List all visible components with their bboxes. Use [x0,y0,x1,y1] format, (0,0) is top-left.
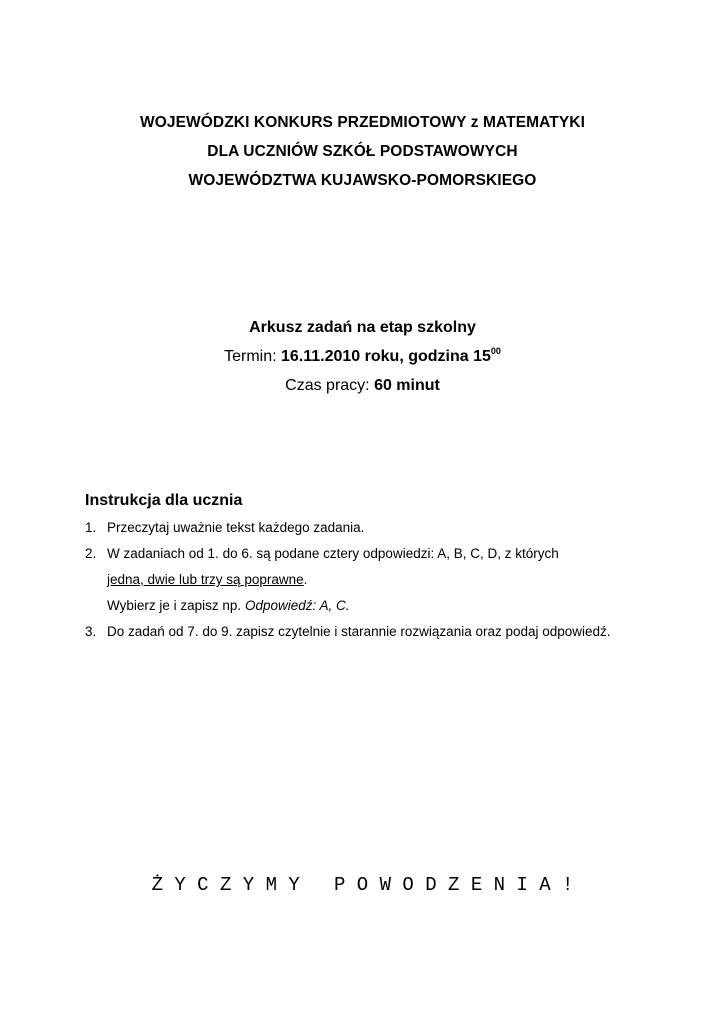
instruction-text: W zadaniach od 1. do 6. są podane cztery odpowiedzi: A, B, C, D, z których [107,546,559,561]
term-label: Termin: [224,348,281,365]
instructions-heading: Instrukcja dla ucznia [85,492,243,509]
contest-title [0,108,725,195]
instruction-item [85,619,685,645]
instruction-number: 1. [85,520,97,535]
instruction-period: . [303,572,308,587]
instruction-number: 3. [85,624,97,639]
instruction-text: Przeczytaj uważnie tekst każdego zadania. [107,520,365,535]
instruction-text: Do zadań od 7. do 9. zapisz czytelnie i starannie rozwiązania oraz podaj odpowiedź. [107,624,611,639]
instruction-continuation [85,567,685,593]
instructions [85,489,685,645]
instruction-example-italic: Odpowiedź: A, C. [244,598,350,613]
instruction-item [85,541,685,567]
closing-wish: Ż Y C Z Y M Y P O W O D Z E N I A ! [151,874,574,896]
instruction-example-text: Wybierz je i zapisz np. [107,598,245,613]
time-value: 60 minut [374,377,440,394]
contest-title-line-1: WOJEWÓDZKI KONKURS PRZEDMIOTOWY z MATEMATYKI [140,114,585,131]
contest-title-line-2: DLA UCZNIÓW SZKÓŁ PODSTAWOWYCH [207,143,518,160]
term-value: 16.11.2010 roku, godzina 15 [281,348,491,365]
term-superscript: 00 [490,346,501,356]
term-line [0,342,725,371]
instruction-number: 2. [85,546,97,561]
instruction-item [85,515,685,541]
sheet-info [0,314,725,400]
time-label: Czas pracy: [285,377,375,394]
sheet-title: Arkusz zadań na etap szkolny [249,319,476,336]
contest-title-line-3: WOJEWÓDZTWA KUJAWSKO-POMORSKIEGO [188,172,537,189]
instruction-underlined-text: jedna, dwie lub trzy są poprawne [107,572,304,587]
time-line [0,371,725,400]
instruction-example [85,593,685,619]
